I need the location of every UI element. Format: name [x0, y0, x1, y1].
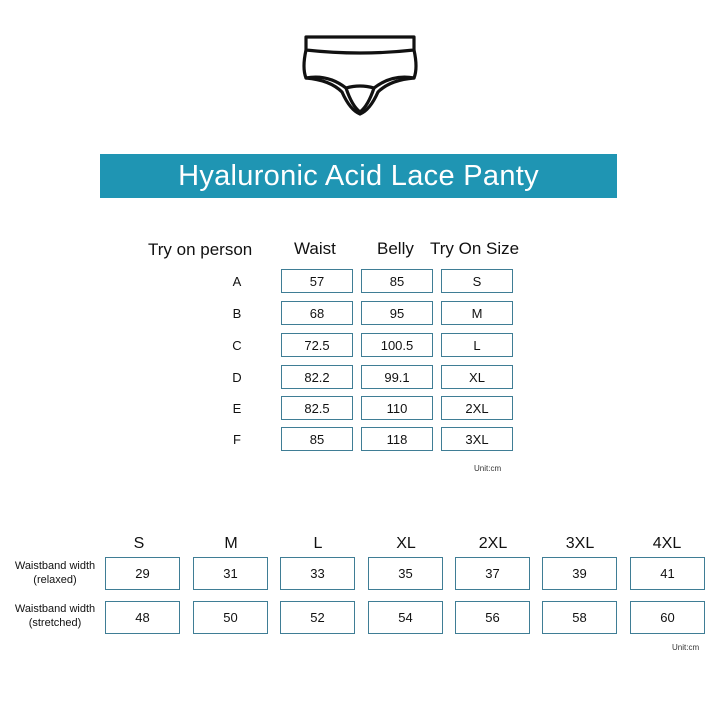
size-header: 4XL — [652, 535, 682, 552]
relaxed-cell: 37 — [455, 557, 530, 590]
relaxed-cell: 29 — [105, 557, 180, 590]
product-title: Hyaluronic Acid Lace Panty — [100, 154, 617, 198]
size-cell: 2XL — [441, 396, 513, 420]
person-label: C — [232, 338, 242, 353]
relaxed-cell: 35 — [368, 557, 443, 590]
stretched-cell: 48 — [105, 601, 180, 634]
person-label: A — [232, 274, 242, 289]
stretched-row-label — [5, 602, 105, 630]
stretched-cell: 52 — [280, 601, 355, 634]
belly-cell: 95 — [361, 301, 433, 325]
stretched-cell: 50 — [193, 601, 268, 634]
stretched-label-line2: (stretched) — [28, 617, 82, 629]
waist-cell: 85 — [281, 427, 353, 451]
belly-cell: 85 — [361, 269, 433, 293]
belly-cell: 99.1 — [361, 365, 433, 389]
person-label: B — [232, 306, 242, 321]
stretched-cell: 60 — [630, 601, 705, 634]
stretched-cell: 58 — [542, 601, 617, 634]
stretched-cell: 56 — [455, 601, 530, 634]
size-cell: XL — [441, 365, 513, 389]
size-header: XL — [396, 535, 416, 552]
relaxed-row-label — [5, 559, 105, 587]
waist-cell: 68 — [281, 301, 353, 325]
size-header: M — [224, 535, 238, 552]
size-cell: 3XL — [441, 427, 513, 451]
header-belly: Belly — [377, 239, 414, 258]
header-try-on-size: Try On Size — [430, 239, 520, 258]
belly-cell: 110 — [361, 396, 433, 420]
stretched-cell: 54 — [368, 601, 443, 634]
size-cell: L — [441, 333, 513, 357]
person-label: E — [232, 401, 242, 416]
person-label: D — [232, 370, 242, 385]
size-cell: S — [441, 269, 513, 293]
relaxed-label-line1: Waistband width — [14, 560, 96, 572]
size-header: 3XL — [565, 535, 595, 552]
relaxed-cell: 33 — [280, 557, 355, 590]
relaxed-label-line2: (relaxed) — [33, 574, 77, 586]
belly-cell: 118 — [361, 427, 433, 451]
person-label: F — [233, 432, 241, 447]
panty-icon — [300, 30, 420, 120]
waist-cell: 57 — [281, 269, 353, 293]
size-cell: M — [441, 301, 513, 325]
waist-cell: 82.2 — [281, 365, 353, 389]
waist-cell: 72.5 — [281, 333, 353, 357]
relaxed-cell: 39 — [542, 557, 617, 590]
unit-label: Unit:cm — [672, 643, 700, 652]
relaxed-cell: 31 — [193, 557, 268, 590]
header-waist: Waist — [294, 239, 336, 258]
header-try-on-person: Try on person — [148, 240, 253, 259]
size-header: L — [313, 535, 323, 552]
size-header: 2XL — [478, 535, 508, 552]
unit-label: Unit:cm — [474, 464, 502, 473]
waist-cell: 82.5 — [281, 396, 353, 420]
relaxed-cell: 41 — [630, 557, 705, 590]
belly-cell: 100.5 — [361, 333, 433, 357]
size-header: S — [133, 535, 145, 552]
stretched-label-line1: Waistband width — [14, 603, 96, 615]
